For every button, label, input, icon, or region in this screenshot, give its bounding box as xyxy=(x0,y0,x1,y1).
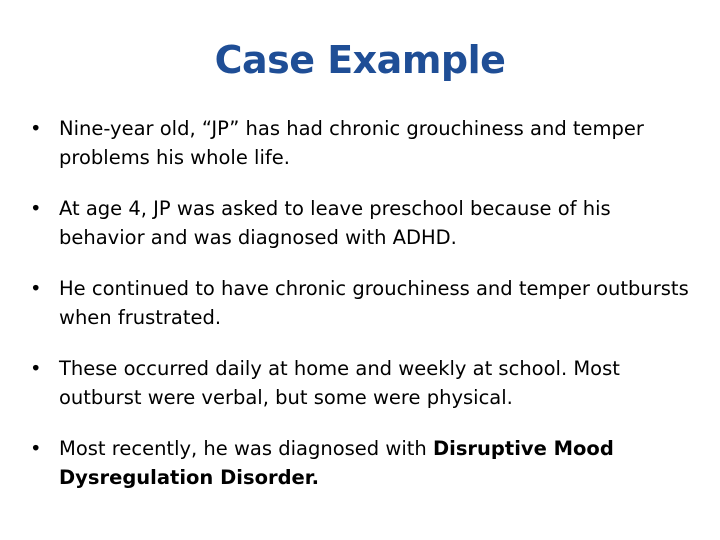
bullet-item xyxy=(30,194,690,252)
slide-title: Case Example xyxy=(214,38,506,82)
bullet-marker: • xyxy=(30,277,42,300)
bullet-list xyxy=(30,114,690,514)
bullet-item xyxy=(30,434,690,492)
bullet-marker: • xyxy=(30,117,42,140)
bullet-text: At age 4, JP was asked to leave preschool because of his behavior and was diagnosed with ADHD. xyxy=(59,197,611,249)
bullet-text: Nine-year old, “JP” has had chronic grouchiness and temper problems his whole life. xyxy=(59,117,644,169)
bullet-text: These occurred daily at home and weekly at school. Most outburst were verbal, but some were physical. xyxy=(59,357,620,409)
bullet-item xyxy=(30,114,690,172)
diagnosis-emphasis: Disruptive Mood Dysregulation Disorder. xyxy=(59,437,614,489)
bullet-item xyxy=(30,274,690,332)
bullet-text-prefix: Most recently, he was diagnosed with xyxy=(59,437,433,460)
bullet-item xyxy=(30,354,690,412)
bullet-marker: • xyxy=(30,357,42,380)
bullet-text: He continued to have chronic grouchiness and temper outbursts when frustrated. xyxy=(59,277,689,329)
bullet-marker: • xyxy=(30,437,42,460)
bullet-marker: • xyxy=(30,197,42,220)
